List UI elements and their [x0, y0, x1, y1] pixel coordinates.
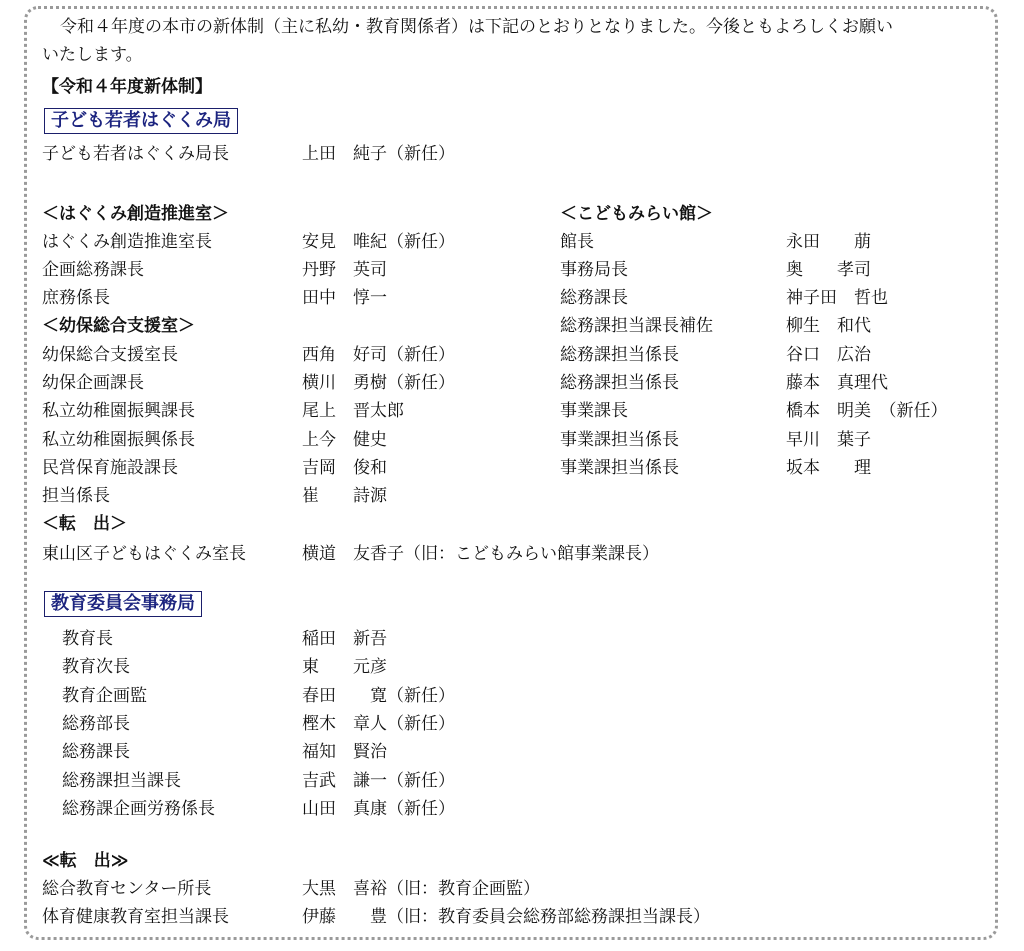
role-label: 私立幼稚園振興課長: [42, 401, 195, 421]
person-name: 横道 友香子（旧：こどもみらい館事業課長）: [302, 544, 659, 564]
role-label: 総務課担当係長: [560, 345, 679, 365]
person-name: 尾上 晋太郎: [302, 401, 404, 421]
role-label: 教育企画監: [62, 686, 147, 706]
person-name: 大黒 喜裕（旧：教育企画監）: [302, 879, 540, 899]
person-name: 伊藤 豊（旧：教育委員会総務部総務課担当課長）: [302, 907, 710, 927]
person-name: 坂本 理: [786, 458, 871, 478]
person-name: 吉岡 俊和: [302, 458, 387, 478]
role-label: 事業課担当係長: [560, 458, 679, 478]
subsection-header-transfer-kyoiku: ≪転 出≫: [42, 851, 129, 871]
role-label: 館長: [560, 232, 594, 252]
person-name: 柳生 和代: [786, 316, 871, 336]
role-label: 企画総務課長: [42, 260, 144, 280]
person-name: 福知 賢治: [302, 742, 387, 762]
role-label: 幼保総合支援室長: [42, 345, 178, 365]
person-name: 上田 純子（新任）: [302, 144, 455, 164]
role-label: 総務課長: [560, 288, 628, 308]
subsection-header-hagukumi: ＜はぐくみ創造推進室＞: [42, 204, 229, 224]
role-label: 総務課担当課長補佐: [560, 316, 713, 336]
fiscal-year-heading: 【令和４年度新体制】: [42, 77, 212, 97]
role-label: 総合教育センター所長: [42, 879, 212, 899]
person-name: 春田 寛（新任）: [302, 686, 455, 706]
person-name: 田中 惇一: [302, 288, 387, 308]
intro-line-1: 令和４年度の本市の新体制（主に私幼・教育関係者）は下記のとおりとなりました。今後ともよろしくお願い: [60, 17, 893, 37]
person-name: 樫木 章人（新任）: [302, 714, 455, 734]
subsection-header-mirai: ＜こどもみらい館＞: [560, 204, 713, 224]
section-title-kyoiku: 教育委員会事務局: [44, 591, 202, 617]
person-name: 吉武 謙一（新任）: [302, 771, 455, 791]
role-label: 民営保育施設課長: [42, 458, 178, 478]
person-name: 藤本 真理代: [786, 373, 888, 393]
role-label: 事務局長: [560, 260, 628, 280]
role-label: 事業課担当係長: [560, 430, 679, 450]
role-label: 私立幼稚園振興係長: [42, 430, 195, 450]
role-label: 教育長: [62, 629, 113, 649]
role-label: 子ども若者はぐくみ局長: [42, 144, 229, 164]
person-name: 神子田 哲也: [786, 288, 888, 308]
person-name: 崔 詩源: [302, 486, 387, 506]
person-name: 安見 唯紀（新任）: [302, 232, 455, 252]
subsection-header-yoho: ＜幼保総合支援室＞: [42, 316, 195, 336]
role-label: 教育次長: [62, 657, 130, 677]
person-name: 谷口 広治: [786, 345, 871, 365]
role-label: 担当係長: [42, 486, 110, 506]
role-label: 総務課担当係長: [560, 373, 679, 393]
role-label: 体育健康教育室担当課長: [42, 907, 229, 927]
person-name: 山田 真康（新任）: [302, 799, 455, 819]
role-label: 総務部長: [62, 714, 130, 734]
subsection-header-transfer: ＜転 出＞: [42, 514, 127, 534]
person-name: 西角 好司（新任）: [302, 345, 455, 365]
intro-line-2: いたします。: [42, 45, 143, 65]
person-name: 稲田 新吾: [302, 629, 387, 649]
person-name: 東 元彦: [302, 657, 387, 677]
section-title-kodomo: 子ども若者はぐくみ局: [44, 108, 238, 134]
role-label: 庶務係長: [42, 288, 110, 308]
role-label: 総務課長: [62, 742, 130, 762]
person-name: 早川 葉子: [786, 430, 871, 450]
person-name: 永田 萠: [786, 232, 871, 252]
role-label: 東山区子どもはぐくみ室長: [42, 544, 246, 564]
role-label: 幼保企画課長: [42, 373, 144, 393]
role-label: 総務課担当課長: [62, 771, 181, 791]
person-name: 丹野 英司: [302, 260, 387, 280]
role-label: はぐくみ創造推進室長: [42, 232, 212, 252]
role-label: 事業課長: [560, 401, 628, 421]
person-name: 上今 健史: [302, 430, 387, 450]
person-name: 橋本 明美 （新任）: [786, 401, 948, 421]
role-label: 総務課企画労務係長: [62, 799, 215, 819]
person-name: 横川 勇樹（新任）: [302, 373, 455, 393]
person-name: 奥 孝司: [786, 260, 871, 280]
